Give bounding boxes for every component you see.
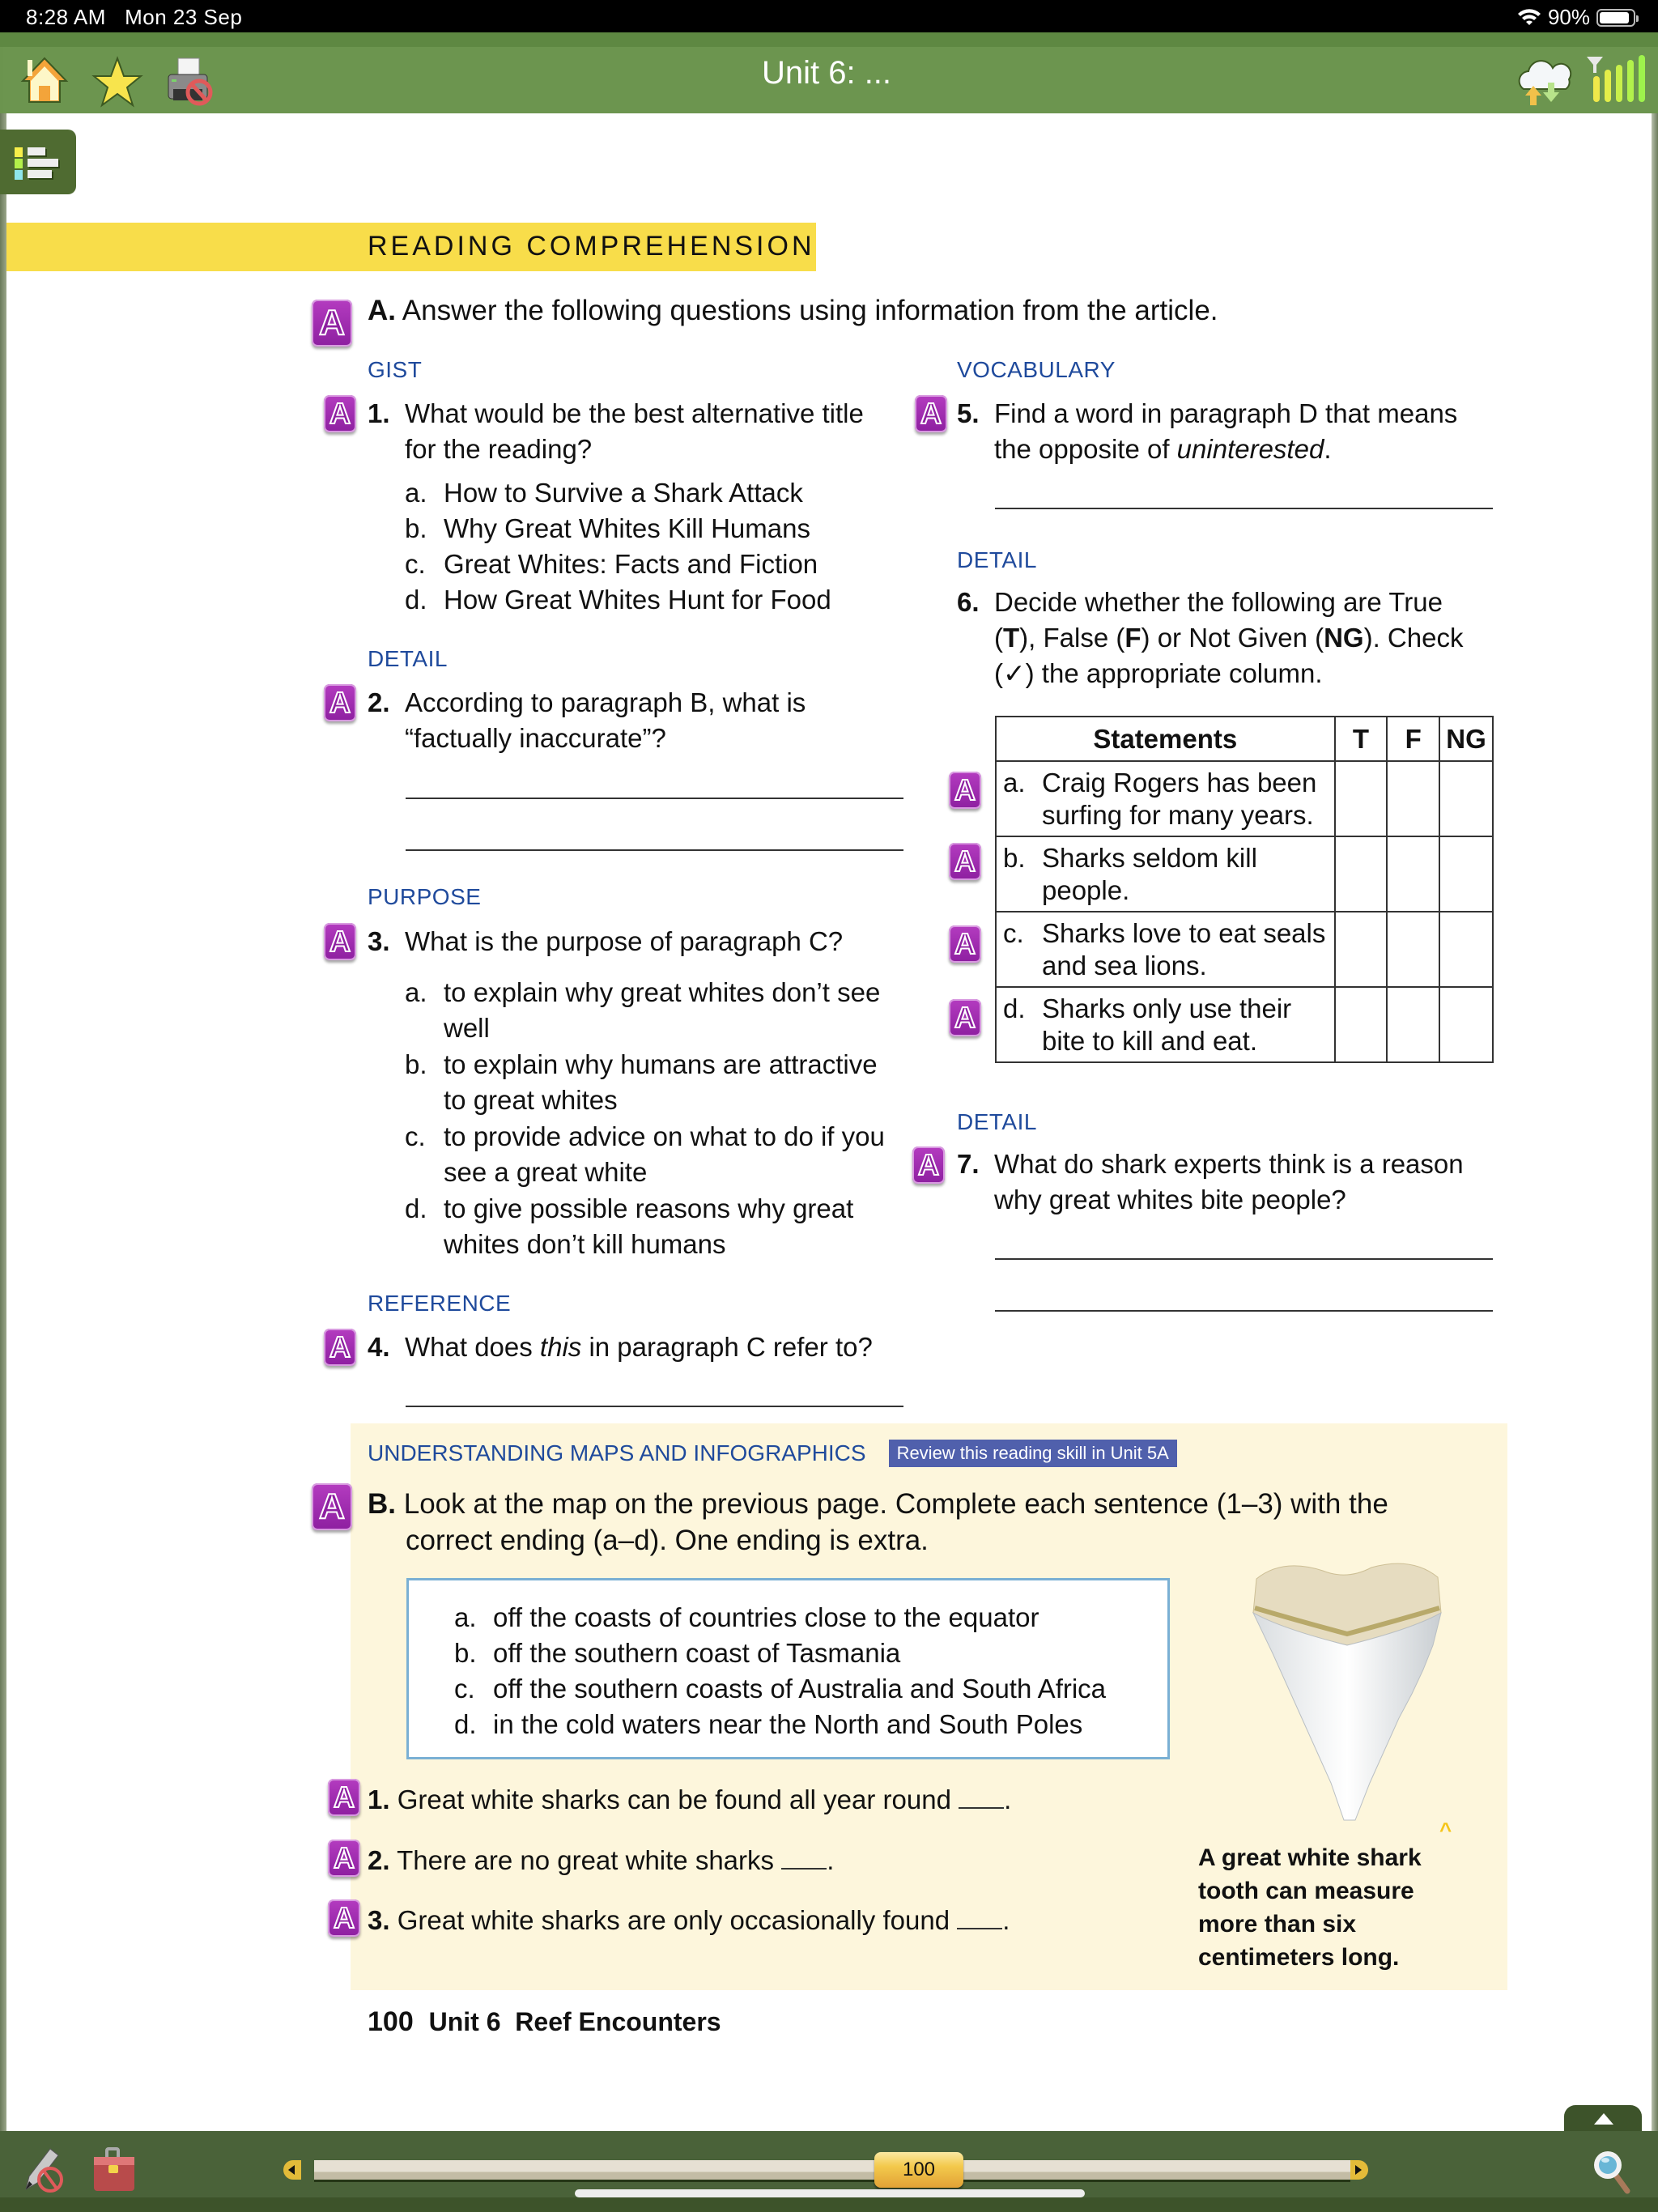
toolbox-icon[interactable] — [91, 2146, 141, 2196]
blank-2[interactable] — [781, 1868, 827, 1870]
part-a-instruction — [368, 295, 1218, 327]
status-date: Mon 23 Sep — [125, 5, 243, 29]
answer-icon-q1[interactable]: A — [324, 395, 356, 432]
cell-a-false[interactable] — [1387, 761, 1439, 836]
page-number: 100 — [368, 2006, 414, 2037]
status-indicators — [1517, 5, 1635, 30]
cell-d-true[interactable] — [1335, 987, 1388, 1062]
footer-unit: Unit 6 — [428, 2007, 501, 2036]
sentence-1: 1. Great white sharks can be found all year round . — [368, 1784, 1012, 1814]
sentence-2: 2. There are no great white sharks . — [368, 1845, 835, 1875]
header-not-given: NG — [1439, 717, 1493, 761]
cloud-sync-icon[interactable] — [1512, 53, 1577, 110]
q1-text-line2: for the reading? — [405, 434, 593, 464]
answer-icon-q2[interactable]: A — [324, 684, 356, 721]
wifi-icon — [1517, 9, 1541, 27]
question-5: 5. Find a word in paragraph D that means the opposite of uninterested. — [957, 398, 1458, 464]
part-a-letter: A. — [368, 295, 396, 326]
previous-page-button[interactable] — [283, 2160, 301, 2180]
app-header — [0, 32, 1658, 113]
footer-unit-title: Reef Encounters — [515, 2007, 721, 2036]
header-false: F — [1387, 717, 1439, 761]
label-gist: GIST — [368, 357, 423, 382]
status-bar — [0, 0, 1658, 32]
cell-a-true[interactable] — [1335, 761, 1388, 836]
part-a-text: Answer the following questions using information from the article. — [402, 295, 1218, 326]
label-purpose: PURPOSE — [368, 884, 482, 909]
question-7: 7. What do shark experts think is a reason why great whites bite people? — [957, 1149, 1464, 1214]
answer-icon-q7[interactable]: A — [912, 1146, 945, 1184]
header-statements: Statements — [996, 717, 1335, 761]
statement-d: d. Sharks only use their bite to kill and eat. — [996, 987, 1335, 1062]
blank-3[interactable] — [957, 1928, 1002, 1929]
sentence-3: 3. Great white sharks are only occasionally found . — [368, 1905, 1010, 1935]
review-skill-link[interactable]: Review this reading skill in Unit 5A — [889, 1440, 1177, 1467]
cell-b-false[interactable] — [1387, 836, 1439, 912]
label-detail-q2: DETAIL — [368, 646, 448, 671]
battery-percent: 90% — [1547, 5, 1590, 29]
shark-tooth-image — [1250, 1556, 1444, 1823]
page-right-edge — [1652, 113, 1658, 2131]
q7-answer-line-2[interactable] — [995, 1310, 1493, 1312]
tooth-caption: A great white shark tooth can measure more than six centimeters long. — [1198, 1844, 1422, 1971]
page-left-edge — [0, 113, 6, 2131]
answer-icon-q6c[interactable]: A — [949, 925, 981, 963]
battery-icon — [1596, 9, 1635, 27]
cell-b-not-given[interactable] — [1439, 836, 1493, 912]
question-2: 2. According to paragraph B, what is “factually inaccurate”? — [368, 687, 806, 753]
cell-c-true[interactable] — [1335, 912, 1388, 987]
label-vocabulary: VOCABULARY — [957, 357, 1116, 382]
cell-c-not-given[interactable] — [1439, 912, 1493, 987]
section-title: READING COMPREHENSION — [368, 231, 815, 262]
answer-icon-q3[interactable]: A — [324, 923, 356, 960]
table-header-row — [996, 717, 1493, 761]
cell-c-false[interactable] — [1387, 912, 1439, 987]
statement-a: a. Craig Rogers has been surfing for many years. — [996, 761, 1335, 836]
true-false-table — [995, 716, 1494, 1063]
caption-pointer-icon: ^ — [1439, 1818, 1452, 1842]
answer-icon-q6a[interactable]: A — [949, 772, 981, 809]
statement-b: b. Sharks seldom kill people. — [996, 836, 1335, 912]
q5-answer-line[interactable] — [995, 508, 1493, 509]
answer-all-icon-b[interactable]: A — [312, 1483, 352, 1530]
label-detail-q6: DETAIL — [957, 547, 1037, 572]
status-time-date — [26, 5, 242, 30]
page-slider-track[interactable] — [314, 2160, 1350, 2180]
q2-answer-line-2[interactable] — [406, 849, 903, 851]
table-of-contents-button[interactable] — [0, 130, 76, 194]
answer-icon-b2[interactable]: A — [328, 1840, 360, 1877]
endings-box: a. off the coasts of countries close to the equator b. off the southern coast of Tasmania c. off the southern coasts of Australia and South Africa d. in the cold waters near the North and South Poles — [406, 1578, 1170, 1759]
question-6: 6. Decide whether the following are True (T), False (F) or Not Given (NG). Check (✓) the appropriate column. — [957, 587, 1464, 688]
cell-d-false[interactable] — [1387, 987, 1439, 1062]
status-time: 8:28 AM — [26, 5, 106, 29]
q1-text-line1: What would be the best alternative title — [405, 398, 864, 428]
cell-d-not-given[interactable] — [1439, 987, 1493, 1062]
question-3: 3. What is the purpose of paragraph C? — [368, 926, 844, 956]
label-reference: REFERENCE — [368, 1291, 512, 1316]
blank-1[interactable] — [959, 1807, 1004, 1809]
cell-b-true[interactable] — [1335, 836, 1388, 912]
q1-number: 1. — [368, 398, 390, 428]
part-b-instruction: B. Look at the map on the previous page. Complete each sentence (1–3) with the correct ending (a–d). One ending is extra. — [368, 1488, 1388, 1556]
skill-label: UNDERSTANDING MAPS AND INFOGRAPHICS — [368, 1440, 866, 1465]
table-row — [996, 761, 1493, 836]
q4-answer-line[interactable] — [406, 1406, 903, 1407]
answer-icon-q4[interactable]: A — [324, 1329, 356, 1366]
answer-icon-q5[interactable]: A — [915, 395, 947, 432]
answer-icon-b3[interactable]: A — [328, 1899, 360, 1937]
answer-icon-b1[interactable]: A — [328, 1779, 360, 1816]
answer-icon-q6b[interactable]: A — [949, 843, 981, 880]
table-row — [996, 987, 1493, 1062]
label-detail-q7: DETAIL — [957, 1109, 1037, 1134]
page-title: Unit 6: ... — [761, 55, 892, 91]
page-slider-thumb[interactable]: 100 — [874, 2152, 963, 2188]
q7-answer-line-1[interactable] — [995, 1258, 1493, 1260]
answer-icon-q6d[interactable]: A — [949, 999, 981, 1036]
magnifier-icon[interactable] — [1592, 2149, 1632, 2194]
section-title-band — [6, 223, 816, 271]
header-true: T — [1335, 717, 1388, 761]
cell-a-not-given[interactable] — [1439, 761, 1493, 836]
statement-c: c. Sharks love to eat seals and sea lions. — [996, 912, 1335, 987]
answer-all-icon[interactable]: A — [312, 300, 352, 347]
question-4: 4. What does this in paragraph C refer to? — [368, 1332, 873, 1362]
table-row — [996, 836, 1493, 912]
home-indicator[interactable] — [575, 2189, 1085, 2197]
q2-answer-line-1[interactable] — [406, 798, 903, 799]
table-row — [996, 912, 1493, 987]
part-b-skill-row — [368, 1440, 1177, 1467]
chevron-up-icon[interactable] — [1564, 2105, 1642, 2133]
pencil-disabled-icon[interactable] — [18, 2146, 68, 2196]
question-1 — [368, 396, 902, 467]
page-footer — [368, 2006, 721, 2038]
signal-filter-icon[interactable] — [1585, 53, 1650, 110]
